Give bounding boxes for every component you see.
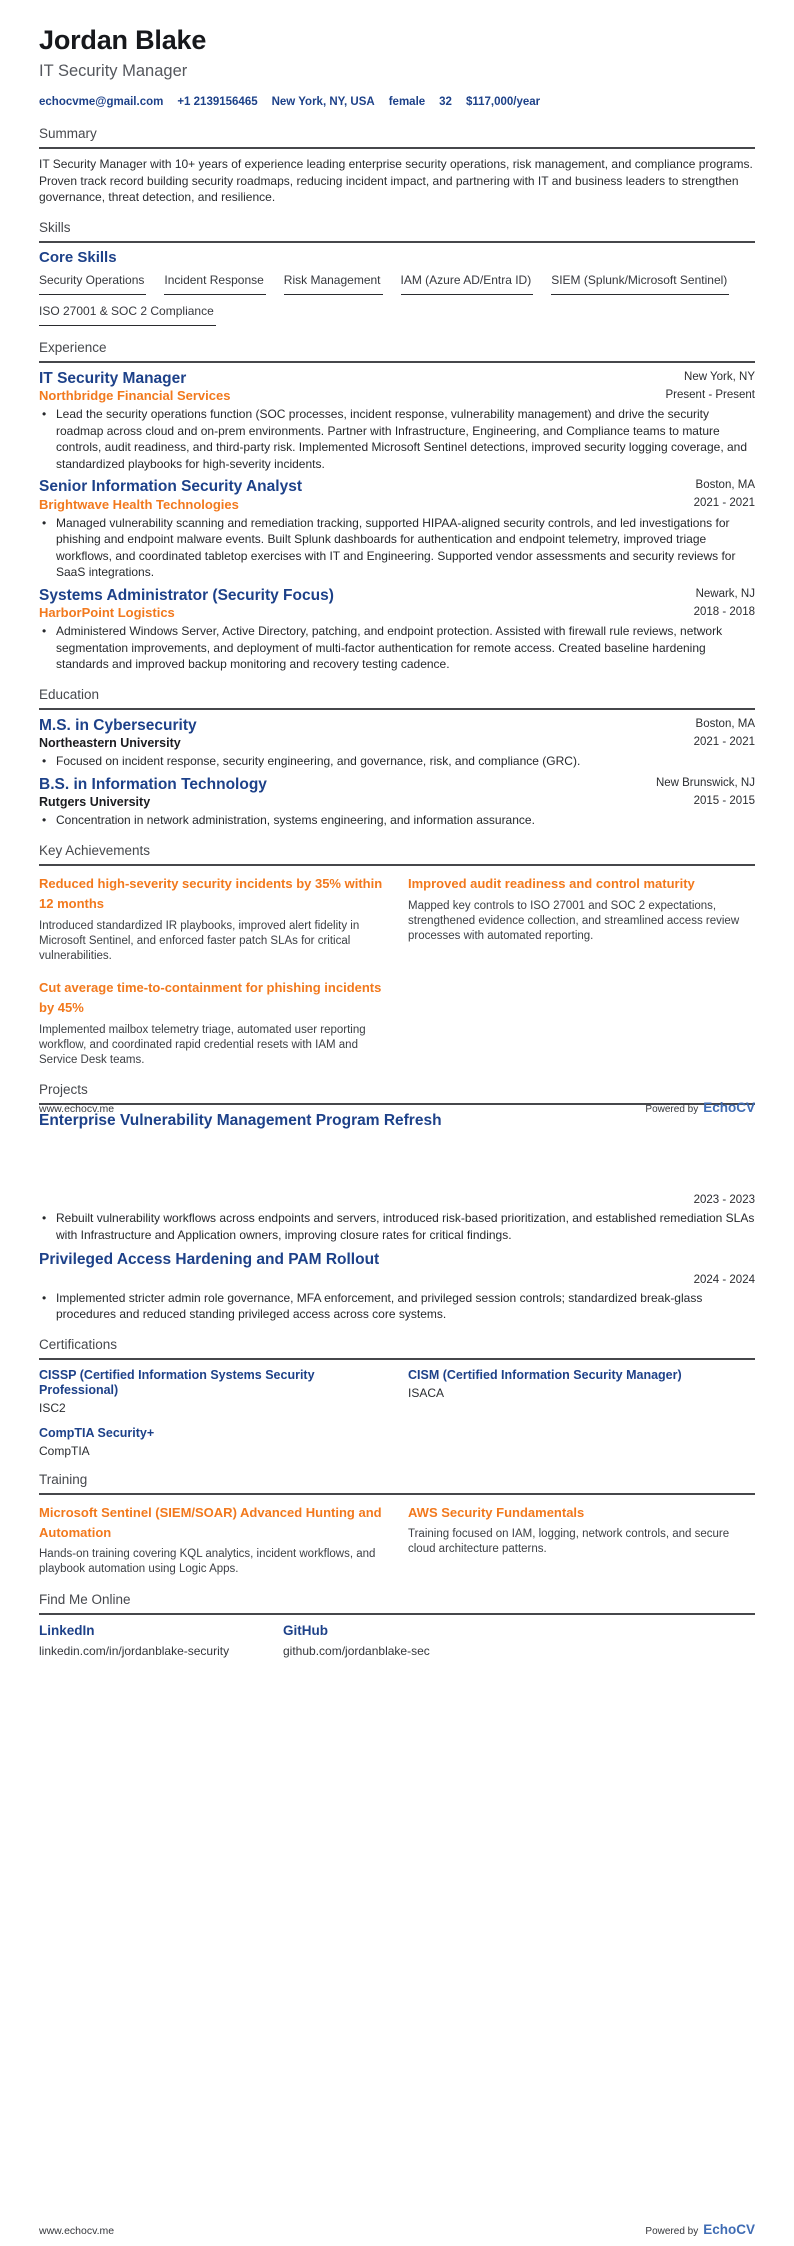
experience-entry-header: [39, 370, 755, 404]
certification-name: CompTIA Security+: [39, 1425, 155, 1440]
links-heading: Find Me Online: [39, 1591, 131, 1607]
job-company: HarborPoint Logistics: [39, 605, 175, 620]
resume-header: [39, 24, 755, 109]
project-title: Enterprise Vulnerability Management Program Refresh: [39, 1111, 442, 1129]
section-links: [39, 1591, 755, 1658]
training-item: [39, 1503, 386, 1578]
achievement-body: Implemented mailbox telemetry triage, automated user reporting workflow, and coordinated rapid credential resets with IAM and Service Desk teams.: [39, 1023, 366, 1066]
achievement-title: Cut average time-to-containment for phishing incidents by 45%: [39, 979, 382, 1015]
training-body: Training focused on IAM, logging, network controls, and secure cloud architecture patterns.: [408, 1527, 730, 1555]
certification-item: [39, 1368, 386, 1415]
training-item: [408, 1503, 755, 1578]
section-divider: [39, 147, 755, 149]
experience-entry: [39, 370, 755, 473]
school-name: Rutgers University: [39, 795, 151, 809]
education-bullet: • Concentration in network administration, systems engineering, and information assurance.: [39, 812, 755, 829]
project-bullet: • Implemented stricter admin role governance, MFA enforcement, and privileged session controls; standardized break-glass procedures and reduced standing privileged access across core systems.: [39, 1290, 755, 1323]
candidate-title: IT Security Manager: [39, 62, 188, 80]
skill-item: Risk Management: [284, 273, 383, 295]
degree-title: B.S. in Information Technology: [39, 775, 267, 793]
job-location: Newark, NJ: [695, 587, 755, 600]
link-item-linkedin[interactable]: [39, 1622, 253, 1658]
job-company: Northbridge Financial Services: [39, 388, 231, 403]
section-summary: [39, 125, 755, 206]
education-entry: [39, 776, 755, 829]
training-title: AWS Security Fundamentals: [408, 1504, 585, 1520]
section-divider: [39, 361, 755, 363]
link-name[interactable]: GitHub: [283, 1622, 328, 1638]
project-entry: [39, 1251, 755, 1323]
contact-gender: female: [388, 96, 426, 108]
section-experience: [39, 339, 755, 673]
project-dates: 2024 - 2024: [693, 1273, 755, 1286]
certifications-grid: [39, 1368, 755, 1458]
experience-entry-meta: [694, 587, 755, 619]
project-dates: 2023 - 2023: [693, 1194, 755, 1206]
project-bullet: • Rebuilt vulnerability workflows across endpoints and servers, introduced risk-based prioritization, and established remediation SLAs with Infrastructure and Application owners, improving closure rates for critical findings.: [39, 1210, 755, 1243]
education-entry-header: [39, 717, 755, 751]
section-divider: [39, 864, 755, 866]
links-grid: [39, 1622, 755, 1658]
skills-group-title: Core Skills: [39, 248, 117, 266]
footer-powered-by: [645, 1100, 755, 1115]
footer-brand-link[interactable]: EchoCV: [703, 1100, 755, 1115]
achievement-column: [408, 874, 755, 1068]
certification-issuer: CompTIA: [39, 1443, 90, 1458]
section-certifications: [39, 1336, 755, 1458]
project-entry: [39, 1112, 755, 1244]
link-item-github[interactable]: [283, 1622, 497, 1658]
certification-name: CISM (Certified Information Security Manager): [408, 1367, 682, 1382]
section-divider: [39, 1613, 755, 1615]
experience-entry: [39, 478, 755, 581]
experience-entry-left: [39, 478, 302, 512]
achievements-grid: [39, 874, 755, 1068]
education-entry-meta: [656, 776, 755, 808]
achievement-body: Mapped key controls to ISO 27001 and SOC 2 expectations, strengthened evidence collection, and streamlined access review processes with automated reporting.: [408, 899, 740, 942]
link-url[interactable]: github.com/jordanblake-sec: [283, 1643, 430, 1658]
education-entry: [39, 717, 755, 770]
project-title: Privileged Access Hardening and PAM Rollout: [39, 1251, 380, 1268]
achievement-item: [39, 978, 386, 1068]
job-title: Senior Information Security Analyst: [39, 478, 302, 495]
experience-entry-header: [39, 478, 755, 512]
footer-site-link[interactable]: www.echocv.me: [39, 2225, 115, 2237]
page-footer: [39, 1100, 755, 1115]
footer-powered-label: Powered by: [645, 1104, 699, 1115]
experience-entry: [39, 587, 755, 673]
footer-powered-label: Powered by: [645, 2226, 699, 2237]
experience-entry-meta: [694, 478, 755, 510]
contact-phone[interactable]: +1 2139156465: [177, 96, 258, 108]
section-training: [39, 1471, 755, 1578]
contact-salary: $117,000/year: [465, 96, 541, 108]
skill-item: IAM (Azure AD/Entra ID): [401, 273, 534, 295]
summary-text: IT Security Manager with 10+ years of experience leading enterprise security operations, risk management, and compliance programs. Proven track record building security roadmaps, reducing incident impact, and partnering with IT and business leaders to strengthen governance, threat detection, and resilience.: [39, 157, 753, 204]
achievement-column: [39, 874, 386, 1068]
education-heading: Education: [39, 686, 100, 702]
skill-item: SIEM (Splunk/Microsoft Sentinel): [551, 273, 729, 295]
summary-heading: Summary: [39, 126, 97, 141]
page-break-gap: [39, 1129, 755, 1189]
education-entry-meta: [694, 717, 755, 749]
job-bullet: • Administered Windows Server, Active Directory, patching, and endpoint protection. Assisted with firewall rule reviews, network segmentation improvements, and deployment of multi-factor authentication for remote access. Created baseline hardening standards and improved backup monitoring and recovery testing cadence.: [39, 623, 755, 673]
experience-entry-left: [39, 587, 334, 621]
candidate-name: Jordan Blake: [39, 25, 207, 55]
skill-item: Security Operations: [39, 273, 146, 295]
training-title: Microsoft Sentinel (SIEM/SOAR) Advanced Hunting and Automation: [39, 1504, 382, 1540]
school-dates: 2021 - 2021: [693, 735, 755, 748]
job-dates: 2021 - 2021: [693, 497, 755, 509]
education-entry-left: [39, 717, 197, 751]
contact-email[interactable]: echocvme@gmail.com: [39, 96, 164, 108]
certification-name: CISSP (Certified Information Systems Security Professional): [39, 1367, 315, 1397]
job-company: Brightwave Health Technologies: [39, 496, 239, 512]
certification-issuer: ISC2: [39, 1400, 66, 1415]
job-bullet: • Lead the security operations function (SOC processes, incident response, vulnerability management) and drive the security roadmap across cloud and on-prem environments. Partner with Infrastructure, Engineering, and Compliance teams to mature controls, audit readiness, and third-party risk. Implemented Microsoft Sentinel detections, improved security logging coverage, and standardized playbooks for high-severity incidents.: [39, 406, 755, 472]
projects-heading: Projects: [39, 1081, 88, 1097]
degree-title: M.S. in Cybersecurity: [39, 716, 197, 734]
experience-entry-left: [39, 370, 230, 404]
training-body: Hands-on training covering KQL analytics, incident workflows, and playbook automation using Logic Apps.: [39, 1547, 376, 1575]
job-bullet: • Managed vulnerability scanning and remediation tracking, supported HIPAA-aligned security controls, and led investigations for phishing and endpoint malware events. Built Splunk dashboards for authentication and endpoint telemetry, improved triage workflows, and coordinated tabletop exercises with IT and Engineering. Supported vendor assessments and security reviews for SaaS integrations.: [39, 515, 755, 581]
job-location: Boston, MA: [695, 479, 755, 491]
certification-issuer: ISACA: [408, 1385, 445, 1400]
skills-heading: Skills: [39, 219, 71, 235]
achievement-item: [39, 874, 386, 964]
certifications-heading: Certifications: [39, 1336, 118, 1352]
footer-powered-by: [645, 2222, 755, 2237]
section-education: [39, 686, 755, 829]
section-achievements: [39, 842, 755, 1068]
section-divider: [39, 1493, 755, 1495]
experience-heading: Experience: [39, 339, 107, 355]
school-dates: 2015 - 2015: [693, 794, 755, 807]
skills-list: [39, 273, 755, 326]
education-entry-left: [39, 776, 267, 810]
section-projects: [39, 1081, 755, 1323]
achievement-title: Reduced high-severity security incidents by 35% within 12 months: [39, 875, 383, 911]
achievements-heading: Key Achievements: [39, 842, 151, 858]
section-skills: [39, 219, 755, 326]
education-bullet: • Focused on incident response, security engineering, and governance, risk, and compliance (GRC).: [39, 753, 755, 770]
experience-entry-meta: [666, 370, 755, 402]
link-url[interactable]: linkedin.com/in/jordanblake-security: [39, 1643, 230, 1658]
skill-item: Incident Response: [164, 273, 265, 295]
contact-row: [39, 95, 755, 109]
section-divider: [39, 708, 755, 710]
education-entry-header: [39, 776, 755, 810]
job-title: IT Security Manager: [39, 369, 187, 387]
school-location: New Brunswick, NJ: [655, 776, 755, 789]
link-name[interactable]: LinkedIn: [39, 1622, 95, 1638]
page-footer: [39, 2222, 755, 2237]
skill-item: ISO 27001 & SOC 2 Compliance: [39, 304, 216, 326]
training-grid: [39, 1503, 755, 1578]
school-location: Boston, MA: [695, 717, 755, 730]
experience-entry-header: [39, 587, 755, 621]
achievement-item: [408, 874, 755, 944]
achievement-title: Improved audit readiness and control maturity: [408, 875, 695, 891]
section-divider: [39, 1358, 755, 1360]
contact-location: New York, NY, USA: [271, 96, 375, 108]
job-title: Systems Administrator (Security Focus): [39, 586, 334, 604]
training-heading: Training: [39, 1471, 88, 1487]
certification-item: [408, 1368, 755, 1415]
contact-age: 32: [439, 96, 452, 108]
footer-site-link[interactable]: www.echocv.me: [39, 1103, 115, 1115]
certification-item: [39, 1426, 386, 1458]
job-dates: 2018 - 2018: [693, 605, 755, 618]
school-name: Northeastern University: [39, 736, 181, 750]
section-divider: [39, 241, 755, 243]
footer-brand-link[interactable]: EchoCV: [703, 2222, 755, 2237]
achievement-body: Introduced standardized IR playbooks, improved alert fidelity in Microsoft Sentinel, and enforced faster patch SLAs for critical vulnerabilities.: [39, 919, 360, 962]
job-dates: Present - Present: [665, 388, 755, 401]
job-location: New York, NY: [684, 370, 755, 383]
